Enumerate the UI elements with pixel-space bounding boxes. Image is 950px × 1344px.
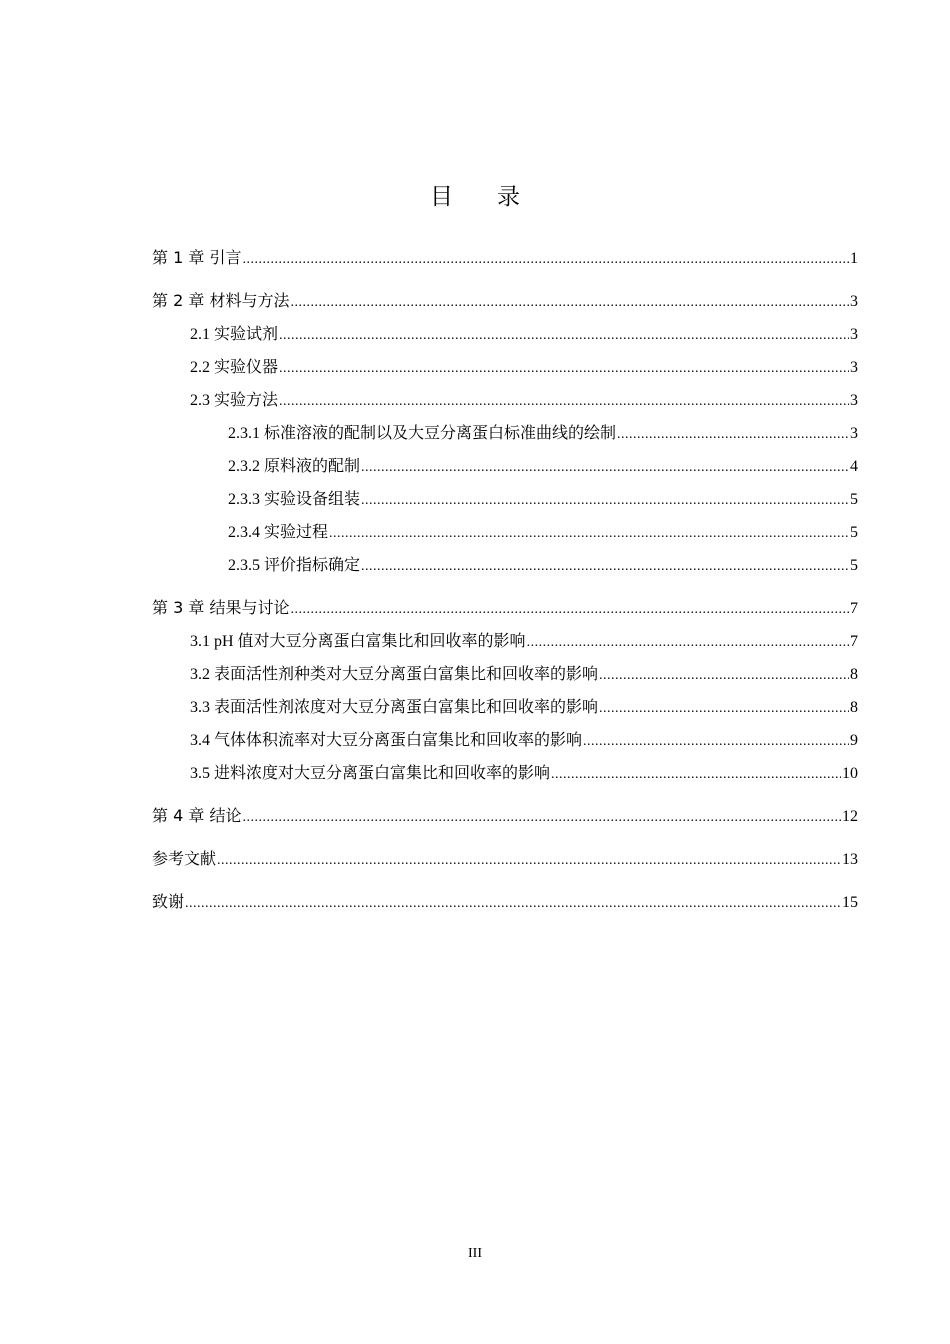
toc-entry[interactable] bbox=[152, 849, 858, 871]
toc-entry-label: 3.5 进料浓度对大豆分离蛋白富集比和回收率的影响 bbox=[190, 765, 551, 782]
toc-entry[interactable] bbox=[152, 665, 858, 686]
toc-entry[interactable] bbox=[152, 598, 858, 620]
toc-entry-label: 3.3 表面活性剂浓度对大豆分离蛋白富集比和回收率的影响 bbox=[190, 699, 599, 716]
toc-entry[interactable] bbox=[152, 358, 858, 379]
toc-dot-leader bbox=[617, 425, 849, 445]
toc-dot-leader bbox=[599, 666, 849, 686]
title-char-1: 目 bbox=[430, 184, 453, 210]
toc-entry[interactable] bbox=[152, 764, 858, 785]
toc-entry-label: 2.3.2 原料液的配制 bbox=[228, 458, 361, 475]
toc-entry[interactable] bbox=[152, 731, 858, 752]
toc-dot-leader bbox=[279, 392, 849, 412]
toc-dot-leader bbox=[279, 359, 849, 379]
toc-entry[interactable] bbox=[152, 632, 858, 653]
toc-dot-leader bbox=[551, 765, 841, 785]
toc-entry[interactable] bbox=[152, 698, 858, 719]
toc-entry-page: 5 bbox=[850, 524, 858, 541]
toc-dot-leader bbox=[361, 458, 849, 478]
toc-entry-page: 10 bbox=[842, 765, 858, 782]
toc-dot-leader bbox=[242, 808, 841, 828]
toc-entry-label: 参考文献 bbox=[152, 849, 217, 868]
toc-entry-label: 2.3.4 实验过程 bbox=[228, 524, 329, 541]
toc-entry-label: 第 2 章 材料与方法 bbox=[152, 291, 290, 310]
toc-entry-page: 13 bbox=[842, 851, 858, 868]
toc-dot-leader bbox=[290, 293, 849, 313]
toc-entry-label: 2.3 实验方法 bbox=[190, 392, 279, 409]
toc-dot-leader bbox=[361, 557, 849, 577]
toc-entry-page: 3 bbox=[850, 326, 858, 343]
toc-entry-label: 2.1 实验试剂 bbox=[190, 326, 279, 343]
toc-entry[interactable] bbox=[152, 325, 858, 346]
toc-dot-leader bbox=[185, 894, 841, 914]
toc-dot-leader bbox=[279, 326, 849, 346]
toc-entry[interactable] bbox=[152, 291, 858, 313]
toc-entry-page: 3 bbox=[850, 293, 858, 310]
toc-entry-page: 9 bbox=[850, 732, 858, 749]
toc-dot-leader bbox=[290, 600, 849, 620]
title-char-2: 录 bbox=[497, 184, 520, 210]
toc-entry-label: 3.1 pH 值对大豆分离蛋白富集比和回收率的影响 bbox=[190, 633, 526, 650]
toc-entry[interactable] bbox=[152, 391, 858, 412]
toc-entry-label: 致谢 bbox=[152, 892, 185, 911]
toc-entry-page: 8 bbox=[850, 666, 858, 683]
toc-entry-page: 1 bbox=[850, 250, 858, 267]
toc-entry-label: 2.3.3 实验设备组装 bbox=[228, 491, 361, 508]
toc-entry-page: 8 bbox=[850, 699, 858, 716]
toc-entry-label: 3.2 表面活性剂种类对大豆分离蛋白富集比和回收率的影响 bbox=[190, 666, 599, 683]
toc-entry-page: 12 bbox=[842, 808, 858, 825]
toc-entry-label: 2.3.5 评价指标确定 bbox=[228, 557, 361, 574]
toc-entry-label: 第 4 章 结论 bbox=[152, 806, 242, 825]
toc-entry-page: 4 bbox=[850, 458, 858, 475]
toc-dot-leader bbox=[361, 491, 849, 511]
toc-entry[interactable] bbox=[152, 556, 858, 577]
page-number: III bbox=[468, 1246, 482, 1261]
toc-dot-leader bbox=[217, 851, 841, 871]
toc-entry-page: 7 bbox=[850, 600, 858, 617]
toc-entry-label: 第 3 章 结果与讨论 bbox=[152, 598, 290, 617]
toc-entry[interactable] bbox=[152, 457, 858, 478]
toc-dot-leader bbox=[242, 250, 849, 270]
toc-entry[interactable] bbox=[152, 806, 858, 828]
toc-dot-leader bbox=[329, 524, 849, 544]
page-title bbox=[0, 178, 950, 211]
toc-dot-leader bbox=[599, 699, 849, 719]
toc-entry[interactable] bbox=[152, 248, 858, 270]
toc-dot-leader bbox=[527, 633, 849, 653]
toc-entry-page: 5 bbox=[850, 491, 858, 508]
toc-entry-page: 15 bbox=[842, 894, 858, 911]
toc-entry-page: 5 bbox=[850, 557, 858, 574]
toc-entry[interactable] bbox=[152, 424, 858, 445]
toc-entry-page: 3 bbox=[850, 392, 858, 409]
toc-entry-page: 3 bbox=[850, 359, 858, 376]
toc-entry-label: 第 1 章 引言 bbox=[152, 248, 242, 267]
toc-entry[interactable] bbox=[152, 892, 858, 914]
toc-entry-page: 3 bbox=[850, 425, 858, 442]
toc-dot-leader bbox=[583, 732, 849, 752]
toc-entry-label: 2.3.1 标准溶液的配制以及大豆分离蛋白标准曲线的绘制 bbox=[228, 425, 617, 442]
toc-entry-label: 2.2 实验仪器 bbox=[190, 359, 279, 376]
toc-entry-page: 7 bbox=[850, 633, 858, 650]
toc-entry[interactable] bbox=[152, 490, 858, 511]
toc-entry-label: 3.4 气体体积流率对大豆分离蛋白富集比和回收率的影响 bbox=[190, 732, 583, 749]
toc-entry[interactable] bbox=[152, 523, 858, 544]
table-of-contents bbox=[152, 248, 858, 914]
